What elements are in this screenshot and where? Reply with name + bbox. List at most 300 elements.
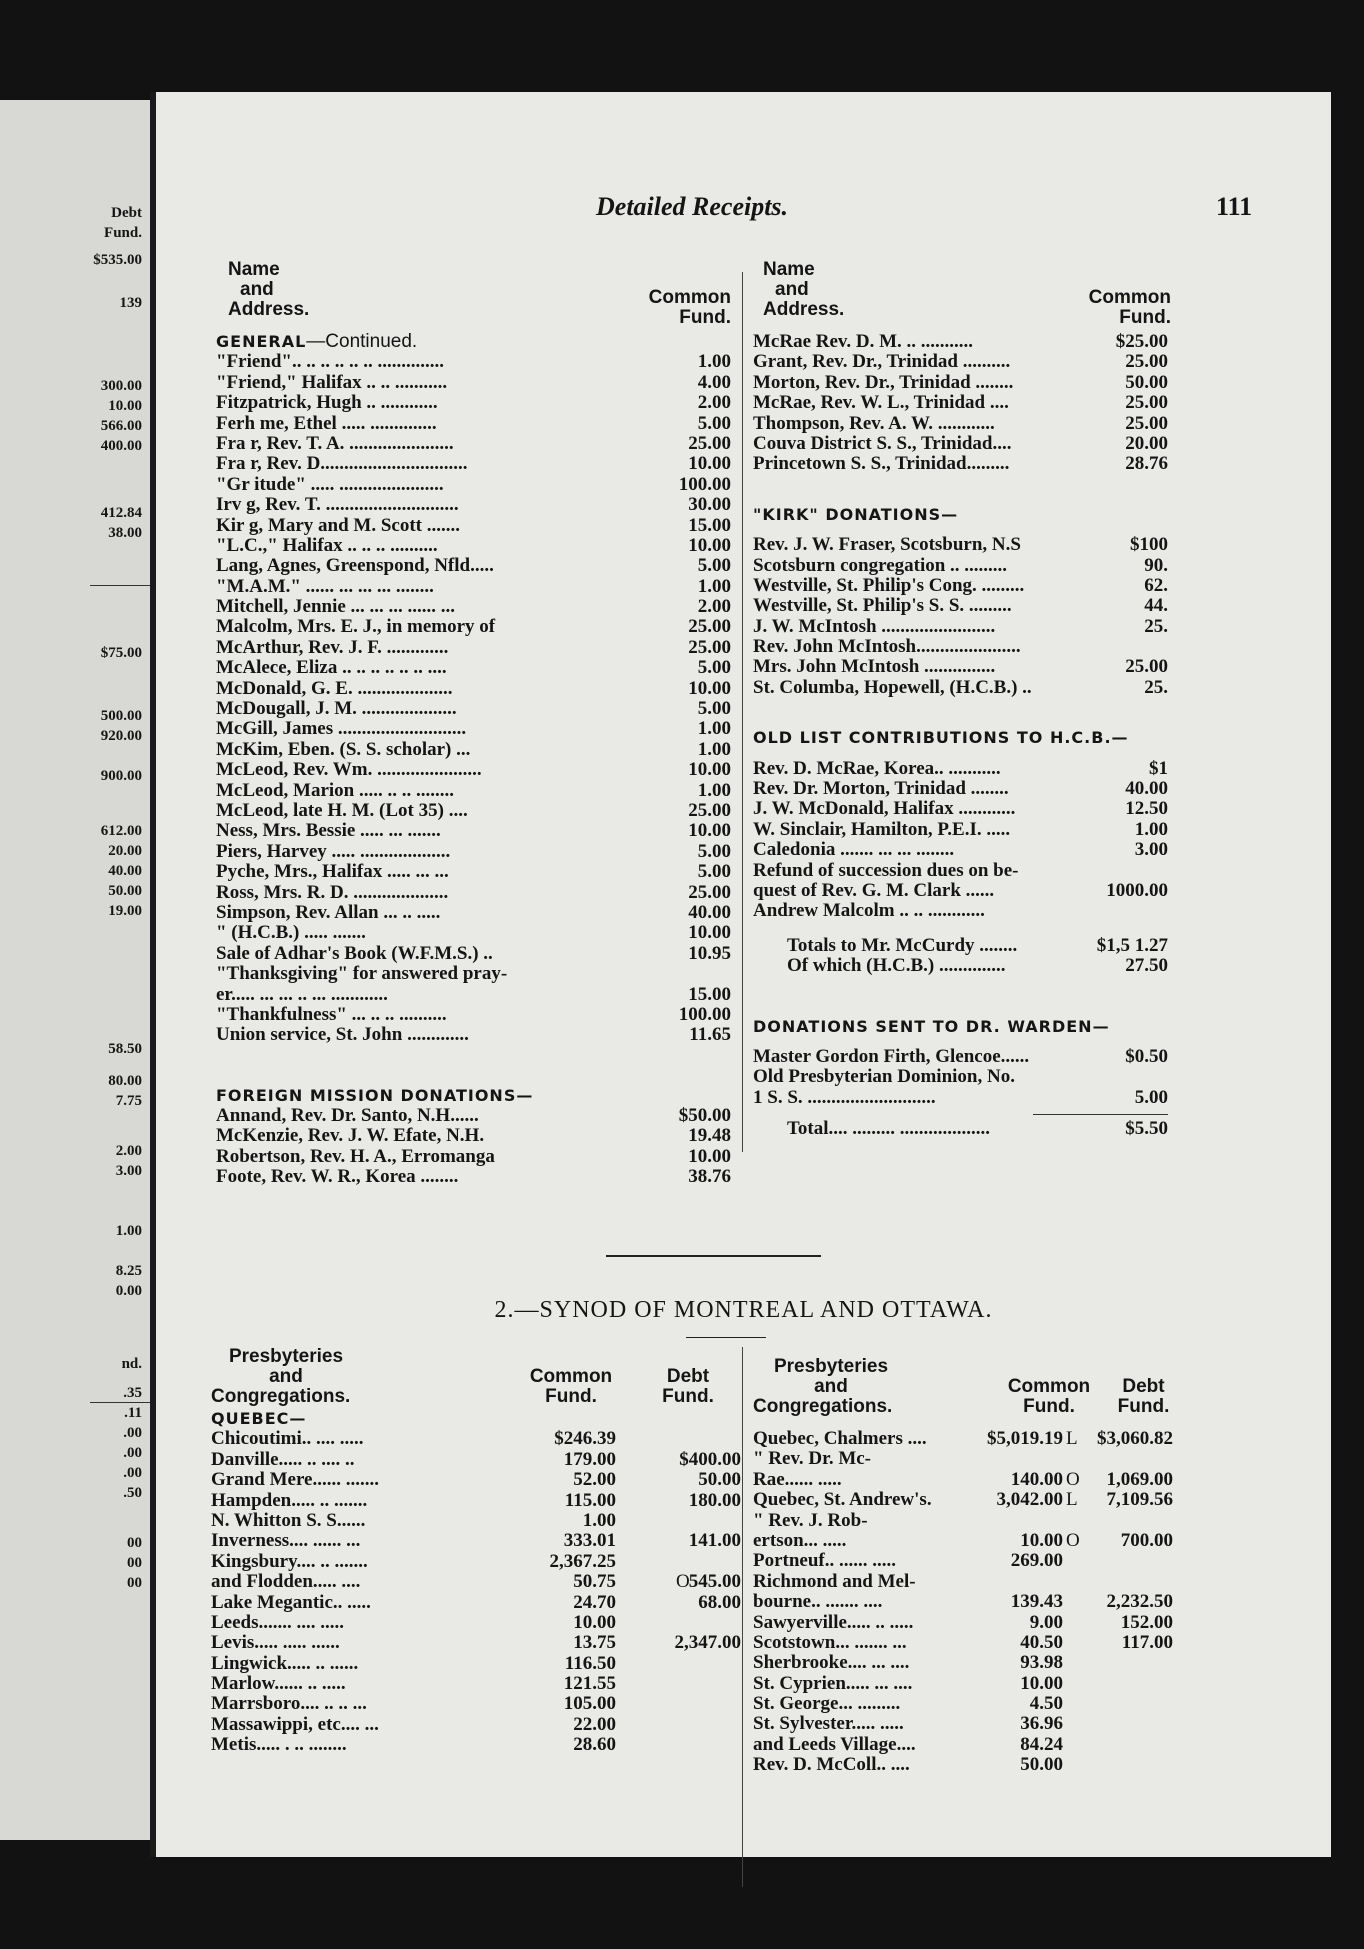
ledger-row <box>753 1047 1173 1067</box>
common-fund-amount: $246.39 <box>554 1428 616 1450</box>
debt-fund-amount: 141.00 <box>688 1530 741 1552</box>
previous-page-text: 8.25 <box>115 1263 142 1279</box>
entry-amount: 10.00 <box>688 453 731 475</box>
entry-amount: $1,5 1.27 <box>1096 934 1168 956</box>
entry-name: "Thanksgiving" for answered pray- <box>216 963 508 985</box>
entry-name: Simpson, Rev. Allan ... .. ..... <box>216 901 441 923</box>
entry-name: Andrew Malcolm .. .. ............ <box>753 900 985 922</box>
warden-heading-row <box>753 1017 1173 1037</box>
common-fund-amount: 10.00 <box>1020 1672 1063 1694</box>
congregation-row <box>753 1674 1173 1694</box>
entry-amount: 25.00 <box>1125 656 1168 678</box>
ledger-row <box>216 1147 736 1167</box>
ledger-row <box>216 964 736 984</box>
debt-fund-amount: 2,232.50 <box>1106 1591 1173 1613</box>
entry-name: Union service, St. John ............. <box>216 1024 469 1046</box>
ledger-row <box>216 821 736 841</box>
entry-amount: 10.00 <box>688 1145 731 1167</box>
common-fund-amount: 28.60 <box>573 1734 616 1756</box>
congregation-name: Inverness.... ...... ... <box>211 1530 361 1552</box>
entry-amount: 100.00 <box>678 473 731 495</box>
ledger-row <box>216 597 736 617</box>
entry-name: 1 S. S. ........................... <box>753 1086 936 1108</box>
entry-name: "M.A.M." ...... ... ... ... ........ <box>216 575 434 597</box>
entry-name: Princetown S. S., Trinidad......... <box>753 453 1010 475</box>
right-name-header: Name and Address. <box>763 259 845 320</box>
previous-page-rule <box>90 1402 150 1403</box>
congregation-row <box>753 1551 1173 1571</box>
common-fund-amount: 84.24 <box>1020 1733 1063 1755</box>
previous-page-text: 612.00 <box>100 823 142 839</box>
ledger-row <box>216 679 736 699</box>
left-name-header: Name and Address. <box>228 259 310 320</box>
previous-page-text: 00 <box>127 1535 142 1551</box>
entry-name: Piers, Harvey ..... ................... <box>216 840 451 862</box>
previous-page-text: 19.00 <box>108 903 142 919</box>
ledger-row <box>787 956 1173 976</box>
debt-fund-amount: $3,060.82 <box>1097 1428 1173 1449</box>
ledger-row <box>216 373 736 393</box>
entry-amount: 1.00 <box>697 779 731 801</box>
ledger-row <box>753 759 1173 779</box>
entry-name: McDonald, G. E. .................... <box>216 677 453 699</box>
ledger-row <box>753 820 1173 840</box>
entry-name: Lang, Agnes, Greenspond, Nfld..... <box>216 555 494 577</box>
ledger-row <box>216 393 736 413</box>
left-common-fund-header: Common Fund. <box>648 287 731 328</box>
debt-fund-amount: 2,347.00 <box>674 1632 741 1654</box>
ledger-row <box>753 352 1173 372</box>
previous-page-text: $535.00 <box>93 252 142 268</box>
section-separator <box>606 1255 821 1257</box>
entry-name: Rev. Dr. Morton, Trinidad ........ <box>753 778 1009 800</box>
ledger-row <box>216 516 736 536</box>
entry-amount: 3.00 <box>1134 839 1168 861</box>
common-fund-amount: 40.50 <box>1020 1631 1063 1653</box>
congregation-name: St. Cyprien..... ... .... <box>753 1672 913 1694</box>
congregation-row <box>753 1714 1173 1734</box>
entry-name: Rev. John McIntosh...................... <box>753 636 1021 658</box>
ledger-row <box>216 923 736 943</box>
left-column <box>216 332 736 1188</box>
previous-page-text: nd. <box>121 1356 142 1372</box>
entry-amount: $100 <box>1130 534 1168 556</box>
entry-name: W. Sinclair, Hamilton, P.E.I. ..... <box>753 818 1011 840</box>
congregation-name: Danville..... .. .... .. <box>211 1448 355 1470</box>
entry-name: Ferh me, Ethel ..... .............. <box>216 412 437 434</box>
congregation-name: bourne.. ....... .... <box>753 1591 883 1613</box>
entry-amount: 90. <box>1144 554 1168 576</box>
congregation-row <box>211 1694 741 1714</box>
previous-page-text: .00 <box>123 1425 142 1441</box>
status-mark: O <box>1066 1529 1080 1551</box>
congregation-name: and Flodden..... .... <box>211 1571 361 1593</box>
common-fund-amount: 179.00 <box>563 1448 616 1470</box>
entry-name: Of which (H.C.B.) .............. <box>787 955 1006 977</box>
common-fund-amount: 10.00 <box>1020 1529 1063 1551</box>
previous-page-text: 1.00 <box>115 1223 142 1239</box>
previous-page-rule <box>90 585 150 586</box>
congregation-name: Marlow...... .. ..... <box>211 1673 346 1695</box>
previous-page-text: 80.00 <box>108 1073 142 1089</box>
ledger-row <box>753 1067 1173 1087</box>
previous-page-text: 900.00 <box>100 768 142 784</box>
ledger-row <box>753 657 1173 677</box>
congregation-row <box>211 1429 741 1449</box>
entry-name: "Friend".. .. .. .. .. .. .............. <box>216 351 444 373</box>
previous-page-strip <box>0 100 150 1840</box>
entry-name: Caledonia ....... ... ... ........ <box>753 839 955 861</box>
general-heading-row: GENERAL—Continued. <box>216 331 418 352</box>
ledger-row <box>216 617 736 637</box>
debt-fund-amount: 1,069.00 <box>1106 1468 1173 1490</box>
previous-page-text: 139 <box>119 295 142 311</box>
warden-total-row: Total.... ......... ................... $5.50 <box>787 1118 1168 1140</box>
previous-page-text: 3.00 <box>115 1163 142 1179</box>
synod-right-table <box>753 1429 1173 1776</box>
status-mark: O <box>676 1571 690 1593</box>
foreign-heading-row <box>216 1086 736 1106</box>
congregation-row <box>753 1490 1173 1510</box>
ledger-row <box>216 454 736 474</box>
congregation-name: Leeds....... .... ..... <box>211 1611 344 1633</box>
common-fund-amount: 2,367.25 <box>549 1550 616 1572</box>
entry-name: Rev. J. W. Fraser, Scotsburn, N.S <box>753 534 1021 556</box>
ledger-page <box>150 92 1331 1857</box>
ledger-row <box>216 556 736 576</box>
congregation-row <box>753 1449 1173 1469</box>
congregation-name: Quebec, Chalmers .... <box>753 1428 927 1449</box>
debt-fund-amount: 50.00 <box>698 1469 741 1491</box>
entry-amount: 25.00 <box>688 881 731 903</box>
synod-left-common-header: Common Fund. <box>529 1366 613 1407</box>
ledger-row <box>216 903 736 923</box>
entry-name: Ross, Mrs. R. D. .................... <box>216 881 449 903</box>
entry-name: McDougall, J. M. .................... <box>216 698 457 720</box>
entry-amount: 1.00 <box>697 351 731 373</box>
ledger-row <box>753 434 1173 454</box>
previous-page-text: .00 <box>123 1465 142 1481</box>
entry-name: Robertson, Rev. H. A., Erromanga <box>216 1145 495 1167</box>
previous-page-text: $75.00 <box>100 645 142 661</box>
foreign-rows <box>216 1106 736 1188</box>
congregation-name: Sherbrooke.... ... .... <box>753 1652 910 1674</box>
common-fund-amount: 105.00 <box>563 1693 616 1715</box>
entry-amount: 1.00 <box>697 738 731 760</box>
common-fund-amount: 36.96 <box>1020 1713 1063 1735</box>
congregation-row <box>211 1572 741 1592</box>
ledger-row <box>216 1005 736 1025</box>
common-fund-amount: $5,019.19 <box>987 1428 1063 1449</box>
entry-amount: 25.00 <box>1125 351 1168 373</box>
entry-name: Scotsburn congregation .. ......... <box>753 554 1008 576</box>
common-fund-amount: 13.75 <box>573 1632 616 1654</box>
ledger-row <box>753 373 1173 393</box>
ledger-row <box>753 454 1173 474</box>
common-fund-amount: 9.00 <box>1029 1611 1063 1633</box>
entry-name: Grant, Rev. Dr., Trinidad .......... <box>753 351 1011 373</box>
ledger-row <box>753 881 1173 901</box>
congregation-row <box>753 1592 1173 1612</box>
congregation-name: Grand Mere...... ....... <box>211 1469 379 1491</box>
entry-amount: 1.00 <box>1134 818 1168 840</box>
ledger-row <box>216 475 736 495</box>
congregation-row <box>753 1613 1173 1633</box>
ledger-row <box>753 535 1173 555</box>
common-fund-amount: 24.70 <box>573 1591 616 1613</box>
synod-underline <box>686 1337 766 1338</box>
previous-page-text: 412.84 <box>100 505 142 521</box>
entry-amount: 5.00 <box>697 555 731 577</box>
congregation-name: ertson... ..... <box>753 1529 847 1551</box>
entry-name: "Thankfulness" ... .. .. .......... <box>216 1003 447 1025</box>
entry-name: Kir g, Mary and M. Scott ....... <box>216 514 460 536</box>
congregation-row <box>211 1450 741 1470</box>
status-mark: L <box>1066 1428 1078 1449</box>
synod-right-debt-header: Debt Fund. <box>1117 1376 1170 1417</box>
congregation-row <box>211 1511 741 1531</box>
ledger-row <box>216 760 736 780</box>
previous-page-text: 0.00 <box>115 1283 142 1299</box>
congregation-name: Marrsboro.... .. .. ... <box>211 1693 367 1715</box>
common-fund-amount: 115.00 <box>564 1489 616 1511</box>
entry-name: Couva District S. S., Trinidad.... <box>753 432 1012 454</box>
entry-name: McKim, Eben. (S. S. scholar) ... <box>216 738 471 760</box>
entry-name: Master Gordon Firth, Glencoe...... <box>753 1045 1030 1067</box>
debt-fund-amount: $400.00 <box>679 1448 741 1470</box>
entry-amount: 10.95 <box>688 942 731 964</box>
quebec-heading-row <box>211 1409 741 1429</box>
previous-page-text: 10.00 <box>108 398 142 414</box>
entry-name: "Gr itude" ..... ...................... <box>216 473 444 495</box>
entry-name: "L.C.," Halifax .. .. .. .......... <box>216 534 438 556</box>
ledger-row <box>753 901 1173 921</box>
ledger-row <box>753 576 1173 596</box>
entry-amount: 10.00 <box>688 677 731 699</box>
entry-name: Westville, St. Philip's S. S. ......... <box>753 595 1012 617</box>
entry-name: St. Columba, Hopewell, (H.C.B.) .. <box>753 676 1032 698</box>
entry-amount: 25.00 <box>688 799 731 821</box>
page-number: 111 <box>1216 192 1253 221</box>
entry-name: McLeod, Rev. Wm. ...................... <box>216 759 482 781</box>
entry-amount: 25.00 <box>1125 412 1168 434</box>
entry-name: Totals to Mr. McCurdy ........ <box>787 934 1018 956</box>
entry-name: McRae, Rev. W. L., Trinidad .... <box>753 392 1009 414</box>
ledger-row <box>787 936 1173 956</box>
previous-page-text: 00 <box>127 1575 142 1591</box>
entry-amount: 2.00 <box>697 392 731 414</box>
entry-amount: 38.76 <box>688 1166 731 1188</box>
entry-amount: 62. <box>1144 574 1168 596</box>
common-fund-amount: 333.01 <box>563 1530 616 1552</box>
ledger-row <box>216 1126 736 1146</box>
ledger-row <box>216 638 736 658</box>
congregation-name: " Rev. J. Rob- <box>753 1509 868 1531</box>
entry-amount: 4.00 <box>697 371 731 393</box>
entry-name: Thompson, Rev. A. W. ............ <box>753 412 995 434</box>
ledger-row <box>753 332 1173 352</box>
debt-fund-amount: 152.00 <box>1120 1611 1173 1633</box>
congregation-row <box>753 1653 1173 1673</box>
entry-name: Fra r, Rev. T. A. ...................... <box>216 432 454 454</box>
entry-name: Old Presbyterian Dominion, No. <box>753 1066 1015 1088</box>
congregation-name: St. George... ......... <box>753 1693 901 1715</box>
previous-page-text: 300.00 <box>100 378 142 394</box>
entry-amount: 5.00 <box>697 657 731 679</box>
warden-rows <box>753 1047 1173 1108</box>
entry-name: Fitzpatrick, Hugh .. ............ <box>216 392 438 414</box>
previous-page-text: 400.00 <box>100 438 142 454</box>
entry-amount: 5.00 <box>697 861 731 883</box>
ledger-row <box>216 699 736 719</box>
congregation-name: Sawyerville..... .. ..... <box>753 1611 914 1633</box>
general-rows <box>216 352 736 1045</box>
debt-fund-amount: 117.00 <box>1121 1631 1173 1653</box>
entry-amount: 10.00 <box>688 922 731 944</box>
congregation-name: St. Sylvester..... ..... <box>753 1713 904 1735</box>
entry-amount: 25. <box>1144 615 1168 637</box>
status-mark: L <box>1066 1489 1078 1511</box>
entry-name: quest of Rev. G. M. Clark ...... <box>753 879 995 901</box>
congregation-name: " Rev. Dr. Mc- <box>753 1448 872 1470</box>
entry-name: er..... ... ... .. ... ............ <box>216 983 388 1005</box>
entry-amount: 10.00 <box>688 759 731 781</box>
entry-name: Rev. D. McRae, Korea.. ........... <box>753 757 1001 779</box>
entry-name: McLeod, late H. M. (Lot 35) .... <box>216 799 468 821</box>
congregation-name: Levis..... ..... ...... <box>211 1632 340 1654</box>
entry-amount: 27.50 <box>1125 955 1168 977</box>
congregation-row <box>211 1735 741 1755</box>
entry-name: Foote, Rev. W. R., Korea ........ <box>216 1166 459 1188</box>
common-fund-amount: 50.00 <box>1020 1754 1063 1776</box>
common-fund-amount: 269.00 <box>1010 1550 1063 1572</box>
congregation-row <box>211 1674 741 1694</box>
congregation-row <box>211 1531 741 1551</box>
right-column <box>753 332 1173 1140</box>
congregation-row <box>753 1633 1173 1653</box>
entry-name: " (H.C.B.) ..... ....... <box>216 922 366 944</box>
congregation-row <box>211 1470 741 1490</box>
ledger-row <box>216 740 736 760</box>
entry-name: Mitchell, Jennie ... ... ... ...... ... <box>216 596 456 618</box>
entry-amount: 25.00 <box>688 432 731 454</box>
trinidad-rows <box>753 332 1173 475</box>
entry-name: McKenzie, Rev. J. W. Efate, N.H. <box>216 1125 485 1147</box>
debt-fund-amount: 7,109.56 <box>1106 1489 1173 1511</box>
entry-name: Pyche, Mrs., Halifax ..... ... ... <box>216 861 449 883</box>
entry-amount: 100.00 <box>678 1003 731 1025</box>
previous-page-text: 00 <box>127 1555 142 1571</box>
synod-right-cong-header: Congregations. <box>753 1396 893 1417</box>
ledger-row <box>216 801 736 821</box>
entry-amount: 5.00 <box>697 412 731 434</box>
congregation-row <box>753 1511 1173 1531</box>
entry-amount: 25.00 <box>1125 392 1168 414</box>
ledger-row <box>216 781 736 801</box>
ledger-row <box>753 556 1173 576</box>
congregation-row <box>211 1552 741 1572</box>
congregation-name: Massawippi, etc.... ... <box>211 1713 379 1735</box>
section-heading-old-list: OLD LIST CONTRIBUTIONS TO H.C.B.— <box>753 728 1129 748</box>
entry-amount: 2.00 <box>697 596 731 618</box>
previous-page-text: 920.00 <box>100 728 142 744</box>
previous-page-text: 20.00 <box>108 843 142 859</box>
congregation-name: Richmond and Mel- <box>753 1570 916 1592</box>
entry-amount: 40.00 <box>688 901 731 923</box>
ledger-row <box>216 414 736 434</box>
common-fund-amount: 50.75 <box>573 1571 616 1593</box>
entry-name: Mrs. John McIntosh ............... <box>753 656 996 678</box>
entry-amount: 40.00 <box>1125 778 1168 800</box>
entry-name: Ness, Mrs. Bessie ..... ... ....... <box>216 820 441 842</box>
entry-amount: 10.00 <box>688 534 731 556</box>
entry-amount: 19.48 <box>688 1125 731 1147</box>
debt-fund-amount: 180.00 <box>688 1489 741 1511</box>
congregation-name: N. Whitton S. S...... <box>211 1509 366 1531</box>
previous-page-text: 58.50 <box>108 1041 142 1057</box>
entry-amount: 1000.00 <box>1106 879 1168 901</box>
previous-page-text: .00 <box>123 1445 142 1461</box>
congregation-name: and Leeds Village.... <box>753 1733 916 1755</box>
entry-name: Fra r, Rev. D............................... <box>216 453 468 475</box>
entry-amount: 30.00 <box>688 494 731 516</box>
previous-page-text: .35 <box>123 1385 142 1401</box>
synod-right-pres-header: Presbyteries and <box>773 1356 889 1397</box>
ledger-row <box>753 678 1173 698</box>
old-list-heading-row <box>753 728 1173 748</box>
entry-amount: 5.00 <box>697 840 731 862</box>
entry-amount: 44. <box>1144 595 1168 617</box>
synod-heading: 2.—SYNOD OF MONTREAL AND OTTAWA. <box>494 1297 993 1323</box>
entry-amount: 5.00 <box>697 698 731 720</box>
debt-fund-amount: 700.00 <box>1120 1529 1173 1551</box>
ledger-row <box>753 1088 1173 1108</box>
previous-page-text: 7.75 <box>115 1093 142 1109</box>
previous-page-text: Fund. <box>104 225 142 241</box>
congregation-row <box>211 1633 741 1653</box>
entry-amount: 25. <box>1144 676 1168 698</box>
synod-left-table <box>211 1409 741 1756</box>
old-list-rows <box>753 759 1173 922</box>
congregation-name: Lingwick..... .. ...... <box>211 1652 359 1674</box>
entry-amount: 12.50 <box>1125 798 1168 820</box>
entry-amount: 15.00 <box>688 983 731 1005</box>
common-fund-amount: 22.00 <box>573 1713 616 1735</box>
column-divider <box>742 272 743 1152</box>
congregation-row <box>753 1429 1173 1449</box>
ledger-row <box>216 536 736 556</box>
ledger-row <box>216 862 736 882</box>
ledger-row <box>216 1025 736 1045</box>
common-fund-amount: 10.00 <box>573 1611 616 1633</box>
entry-name: Annand, Rev. Dr. Santo, N.H...... <box>216 1105 479 1127</box>
congregation-row <box>753 1572 1173 1592</box>
congregation-name: Rae...... ..... <box>753 1468 842 1490</box>
common-fund-amount: 1.00 <box>582 1509 616 1531</box>
entry-amount: 50.00 <box>1125 371 1168 393</box>
entry-name: McRae Rev. D. M. .. ........... <box>753 331 974 352</box>
ledger-row <box>216 1167 736 1187</box>
congregation-name: Quebec, St. Andrew's. <box>753 1489 932 1511</box>
entry-name: Malcolm, Mrs. E. J., in memory of <box>216 616 496 638</box>
entry-amount: 15.00 <box>688 514 731 536</box>
common-fund-amount: 140.00 <box>1010 1468 1063 1490</box>
entry-amount: $50.00 <box>678 1105 731 1127</box>
entry-amount: $25.00 <box>1115 331 1168 352</box>
entry-name: McArthur, Rev. J. F. ............. <box>216 636 449 658</box>
common-fund-amount: 93.98 <box>1020 1652 1063 1674</box>
entry-amount: 25.00 <box>688 616 731 638</box>
